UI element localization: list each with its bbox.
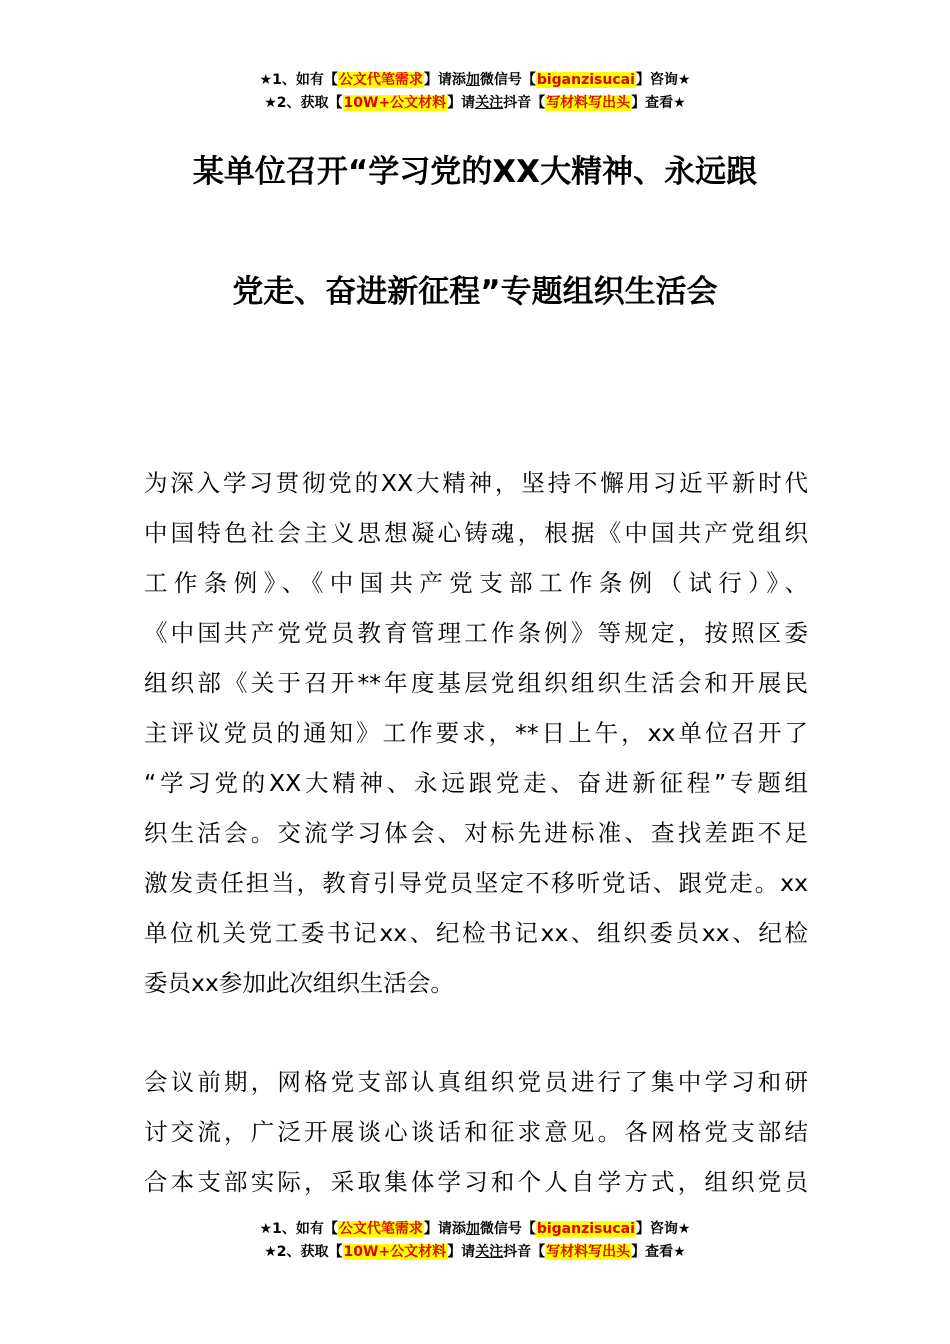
- banner-wechat-id: biganzisucai: [536, 72, 635, 88]
- text-line: 委员xx参加此次组织生活会。: [144, 969, 454, 997]
- banner-highlight: 10W+公文材料: [343, 1244, 447, 1260]
- banner-line-1: ★1、如有【公文代笔需求】请添加微信号【biganzisucai】咨询★: [259, 72, 691, 88]
- text-line: 组织部《关于召开**年度基层党组织组织生活会和开展民: [144, 669, 808, 697]
- banner-douyin-id: 写材料写出头: [546, 95, 631, 111]
- banner-highlight: 公文代笔需求: [338, 72, 423, 88]
- text-line: 《中国共产党党员教育管理工作条例》等规定，按照区委: [144, 619, 808, 647]
- text-line: 讨交流，广泛开展谈心谈话和征求意见。各网格党支部结: [144, 1118, 808, 1146]
- text-line: 会议前期，网格党支部认真组织党员进行了集中学习和研: [144, 1068, 808, 1096]
- banner-douyin-id: 写材料写出头: [546, 1244, 631, 1260]
- banner-highlight: 公文代笔需求: [338, 1221, 423, 1237]
- banner-line-2: ★2、获取【10W+公文材料】请关注抖音【写材料写出头】查看★: [264, 95, 686, 111]
- body-paragraph-2: [144, 1057, 808, 1207]
- text-line: 织生活会。交流学习体会、对标先进标准、查找差距不足: [144, 819, 808, 847]
- banner-wechat-id: biganzisucai: [536, 1221, 635, 1237]
- text-line: 中国特色社会主义思想凝心铸魂，根据《中国共产党组织: [144, 519, 808, 547]
- body-paragraph-1: [144, 458, 808, 1008]
- text-line: 合本支部实际，采取集体学习和个人自学方式，组织党员: [144, 1168, 808, 1196]
- text-line: 为深入学习贯彻党的XX大精神，坚持不懈用习近平新时代: [144, 469, 808, 497]
- text-line: 单位机关党工委书记xx、纪检书记xx、组织委员xx、纪检: [144, 919, 808, 947]
- page-title-line-2: 党走、奋进新征程”专题组织生活会: [232, 274, 718, 310]
- page-title-line-1: 某单位召开“学习党的XX大精神、永远跟: [192, 154, 758, 190]
- header-banner: [0, 69, 950, 115]
- footer-banner: [0, 1218, 950, 1264]
- banner-highlight: 10W+公文材料: [343, 95, 447, 111]
- text-line: 激发责任担当，教育引导党员坚定不移听党话、跟党走。xx: [144, 869, 808, 897]
- text-line: 主评议党员的通知》工作要求，**日上午，xx单位召开了: [144, 719, 808, 747]
- text-line: 工作条例》、《中国共产党支部工作条例（试行）》、: [144, 569, 808, 597]
- banner-line-2: ★2、获取【10W+公文材料】请关注抖音【写材料写出头】查看★: [264, 1244, 686, 1260]
- text-line: “学习党的XX大精神、永远跟党走、奋进新征程”专题组: [144, 769, 808, 797]
- banner-line-1: ★1、如有【公文代笔需求】请添加微信号【biganzisucai】咨询★: [259, 1221, 691, 1237]
